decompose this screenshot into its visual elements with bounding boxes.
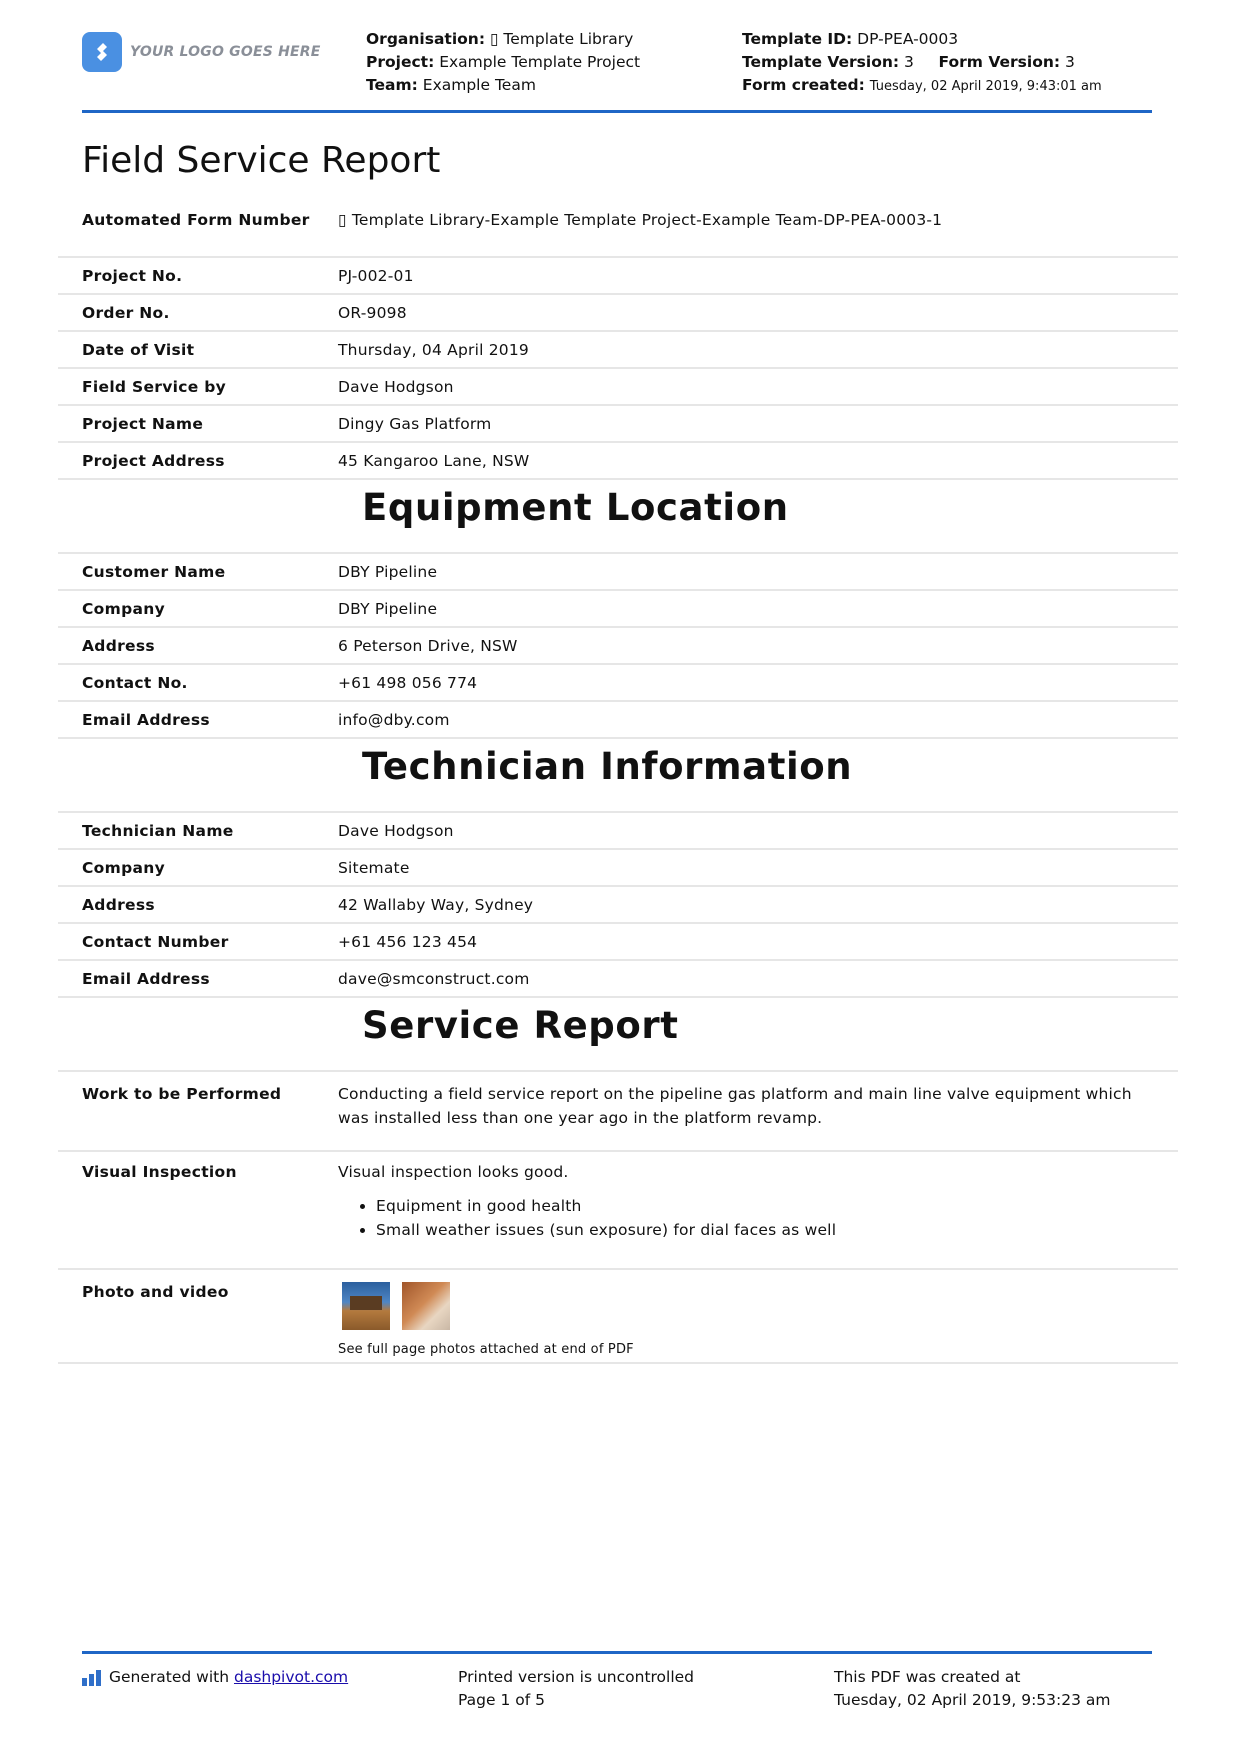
page-number: Page 1 of 5 xyxy=(458,1691,545,1709)
form-row xyxy=(58,924,1178,961)
field-value: DBY Pipeline xyxy=(338,600,438,618)
field-label: Contact Number xyxy=(82,933,229,951)
form-row xyxy=(58,887,1178,924)
organisation-label: Organisation: xyxy=(366,30,486,48)
form-row xyxy=(58,850,1178,887)
field-label: Automated Form Number xyxy=(82,211,310,229)
template-id-label: Template ID: xyxy=(742,30,853,48)
field-label: Address xyxy=(82,896,155,914)
footer-print-info xyxy=(458,1666,694,1712)
form-row xyxy=(58,591,1178,628)
field-label: Technician Name xyxy=(82,822,234,840)
field-label: Date of Visit xyxy=(82,341,195,359)
template-version-label: Template Version: xyxy=(742,53,900,71)
field-label: Company xyxy=(82,859,165,877)
field-label: Company xyxy=(82,600,165,618)
field-value: +61 498 056 774 xyxy=(338,674,478,692)
form-row xyxy=(58,961,1178,998)
project-value: Example Template Project xyxy=(439,53,641,71)
field-label: Customer Name xyxy=(82,563,226,581)
field-value: Dingy Gas Platform xyxy=(338,415,492,433)
field-value-photos xyxy=(338,1280,1178,1362)
organisation-value: ▯ Template Library xyxy=(489,30,634,48)
form-row xyxy=(58,1152,1178,1270)
pdf-created-date: Tuesday, 02 April 2019, 9:53:23 am xyxy=(834,1691,1111,1709)
field-value: Sitemate xyxy=(338,859,410,877)
field-label: Visual Inspection xyxy=(82,1163,237,1181)
field-value: Dave Hodgson xyxy=(338,822,454,840)
form-row xyxy=(58,813,1178,850)
header-project-info xyxy=(366,28,640,97)
form-row xyxy=(58,258,1178,295)
photo-thumbnail[interactable] xyxy=(342,1282,390,1330)
form-row xyxy=(58,332,1178,369)
field-label: Project Address xyxy=(82,452,225,470)
field-label: Email Address xyxy=(82,970,210,988)
field-value: OR-9098 xyxy=(338,304,407,322)
form-version-label: Form Version: xyxy=(938,53,1061,71)
field-value: Dave Hodgson xyxy=(338,378,454,396)
field-label: Contact No. xyxy=(82,674,188,692)
field-value: 45 Kangaroo Lane, NSW xyxy=(338,452,530,470)
list-item: • Equipment in good health xyxy=(376,1194,1178,1218)
footer-created-info xyxy=(834,1666,1111,1712)
form-row xyxy=(58,628,1178,665)
inspection-bullet-list xyxy=(338,1194,1178,1242)
section-title-service: Service Report xyxy=(58,998,1178,1072)
list-item: • Small weather issues (sun exposure) for dial faces as well xyxy=(376,1218,1178,1242)
pdf-created-label: This PDF was created at xyxy=(834,1668,1021,1686)
field-value: 6 Peterson Drive, NSW xyxy=(338,637,518,655)
field-label: Project Name xyxy=(82,415,204,433)
project-label: Project: xyxy=(366,53,435,71)
template-id-value: DP-PEA-0003 xyxy=(857,30,959,48)
form-row xyxy=(58,406,1178,443)
photo-thumbnail[interactable] xyxy=(402,1282,450,1330)
form-version-value: 3 xyxy=(1065,53,1075,71)
form-row xyxy=(58,1270,1178,1364)
form-row xyxy=(58,369,1178,406)
bar-chart-icon xyxy=(82,1670,101,1686)
field-value: 42 Wallaby Way, Sydney xyxy=(338,896,534,914)
field-value: ▯ Template Library-Example Template Project-Example Team-DP-PEA-0003-1 xyxy=(338,211,943,229)
page-title: Field Service Report xyxy=(82,140,441,181)
field-label: Work to be Performed xyxy=(82,1085,282,1103)
template-version-value: 3 xyxy=(904,53,914,71)
field-value: dave@smconstruct.com xyxy=(338,970,530,988)
photo-thumbnails xyxy=(338,1282,1178,1330)
logo-text: YOUR LOGO GOES HERE xyxy=(130,44,321,60)
form-row xyxy=(58,665,1178,702)
field-value: info@dby.com xyxy=(338,711,450,729)
form-row xyxy=(58,554,1178,591)
field-value: DBY Pipeline xyxy=(338,563,438,581)
printed-uncontrolled-text: Printed version is uncontrolled xyxy=(458,1668,695,1686)
form-row xyxy=(58,295,1178,332)
form-row xyxy=(58,1072,1178,1152)
section-title-equipment: Equipment Location xyxy=(58,480,1178,554)
logo-icon xyxy=(82,32,122,72)
form-row xyxy=(58,702,1178,739)
page-footer xyxy=(82,1651,1152,1734)
field-value-visual-inspection xyxy=(338,1160,1178,1268)
page-header xyxy=(82,28,1152,113)
field-value: PJ-002-01 xyxy=(338,267,414,285)
field-label: Project No. xyxy=(82,267,183,285)
photo-note: See full page photos attached at end of PDF xyxy=(338,1342,634,1357)
footer-generated xyxy=(82,1666,348,1689)
field-label: Order No. xyxy=(82,304,170,322)
field-label: Field Service by xyxy=(82,378,227,396)
company-logo xyxy=(82,32,321,72)
form-row xyxy=(58,200,1178,258)
header-template-info xyxy=(742,28,1102,98)
field-label: Email Address xyxy=(82,711,210,729)
form-created-label: Form created: xyxy=(742,76,865,94)
dashpivot-link[interactable]: dashpivot.com xyxy=(233,1668,349,1686)
field-value: Thursday, 04 April 2019 xyxy=(338,341,529,359)
team-value: Example Team xyxy=(422,76,536,94)
section-title-technician: Technician Information xyxy=(58,739,1178,813)
field-label: Photo and video xyxy=(82,1283,229,1301)
field-value: +61 456 123 454 xyxy=(338,933,478,951)
team-label: Team: xyxy=(366,76,418,94)
form-created-value: Tuesday, 02 April 2019, 9:43:01 am xyxy=(869,79,1102,94)
form-row xyxy=(58,443,1178,480)
visual-inspection-summary: Visual inspection looks good. xyxy=(338,1163,569,1181)
report-form xyxy=(58,200,1178,1364)
generated-with-text: Generated with xyxy=(109,1668,230,1686)
field-label: Address xyxy=(82,637,155,655)
field-value: Conducting a field service report on the pipeline gas platform and main line valve equipment which was installed less than one year ago in the platform revamp. xyxy=(338,1085,1132,1127)
